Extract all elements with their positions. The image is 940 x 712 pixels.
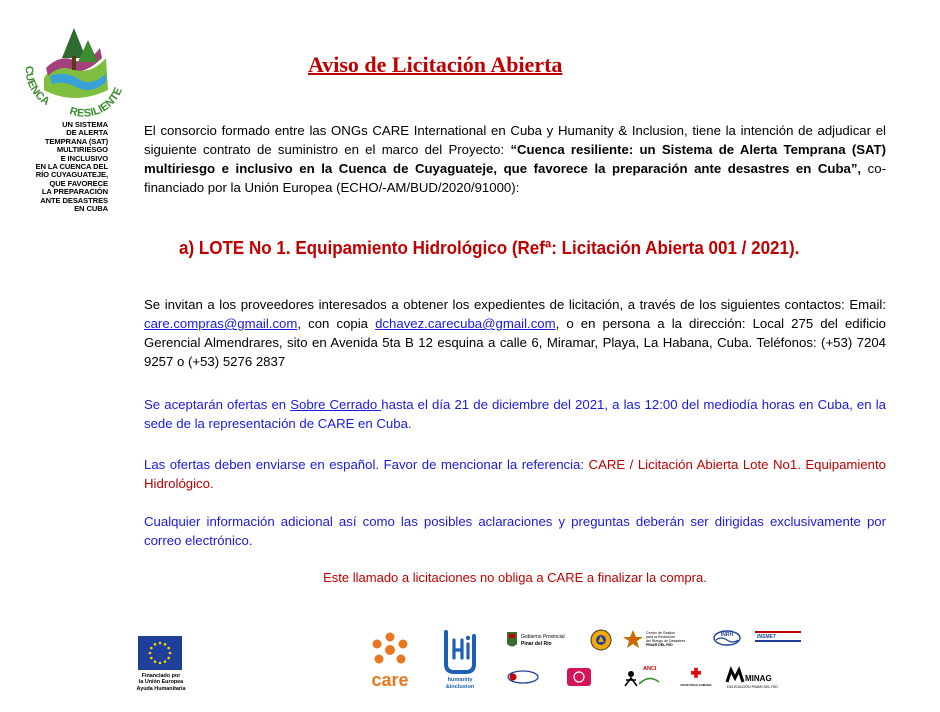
intro-text-1: El consorcio formado entre las ONGs CARE International en Cuba y Humanity & Inclusion, tiene la intención de adjudicar el siguiente contrato de suministro en el marco del Proyecto:	[144, 123, 886, 157]
logo-caption-line: UN SISTEMA	[62, 120, 108, 129]
minag-logo	[727, 670, 778, 689]
gob-text-2: Pinar del Río	[521, 641, 552, 647]
cgr-text-3: del Riesgo de Desastres	[646, 639, 686, 643]
partner-logos	[505, 626, 805, 692]
hi-text-1: humanity	[447, 677, 473, 683]
eu-star	[164, 660, 167, 663]
logo-caption-line: EN LA CUENCA DEL	[35, 162, 108, 172]
eu-star	[149, 652, 152, 655]
eu-star	[167, 657, 170, 660]
email-link-compras[interactable]: care.compras@gmail.com	[144, 316, 298, 331]
inrh-text: INRH	[720, 632, 734, 638]
invite-text-1: Se invitan a los proveedores interesados a obtener los expedientes de licitación, a través de los siguientes contactos: Email:	[144, 297, 886, 312]
gob-text-1: Gobierno Provincial	[521, 634, 565, 640]
intro-text-2: co-financiado por la Unión Europea (ECHO/-AM/BUD/2020/91000):	[144, 161, 886, 195]
insmet-logo	[755, 631, 801, 642]
offers-text-2: hasta el día 21 de diciembre del 2021, a las 12:00 del mediodía horas en Cuba, en la sede de la representación de CARE en Cuba.	[144, 397, 886, 431]
logo-word-cuenca: CUENCA	[22, 65, 52, 109]
lot-heading: a) LOTE No 1. Equipamiento Hidrológico (Refª: Licitación Abierta 001 / 2021).	[179, 237, 800, 258]
info-paragraph: Cualquier información adicional así como las posibles aclaraciones y preguntas deberán ser dirigidas exclusivamente por correo electrónico.	[144, 514, 886, 548]
logo-caption-line: DE ALERTA	[66, 128, 108, 138]
eu-star	[154, 643, 157, 646]
humanity-inclusion-logo	[440, 626, 480, 690]
cgr-text-4: PINAR DEL RÍO	[646, 643, 673, 647]
aclifim-logo	[508, 671, 538, 683]
project-name: “Cuenca resiliente: un Sistema de Alerta Temprana (SAT) multiriesgo e inclusivo en la Cuenca de Cuyaguateje, que favorece la preparación ante desastres en Cuba”,	[144, 142, 886, 176]
disclaimer: Este llamado a licitaciones no obliga a CARE a finalizar la compra.	[323, 570, 707, 585]
minag-text: MINAG	[745, 674, 772, 683]
language-paragraph	[144, 455, 886, 493]
eu-caption-line: Ayuda Humanitaria	[136, 685, 186, 692]
logo-caption-line: LA PREPARACIÓN	[41, 187, 108, 197]
email-link-dchavez[interactable]: dchavez.carecuba@gmail.com	[375, 316, 556, 331]
logo-word-resiliente: RESILIENTE	[68, 85, 125, 118]
logo-caption-line: RÍO CUYAGUATEJE,	[35, 170, 108, 180]
cruz-roja-logo	[680, 668, 712, 687]
sobre-cerrado-link[interactable]: Sobre Cerrado	[290, 397, 382, 412]
hi-text-2: &inclusion	[445, 684, 475, 690]
centro-gestion-logo	[623, 630, 685, 648]
logo-caption-line: QUE FAVORECE	[49, 178, 108, 188]
eu-star	[159, 642, 162, 645]
offers-paragraph	[144, 395, 886, 433]
logo-caption-line: MULTIRIESGO	[56, 145, 108, 155]
cgr-text-2: para la Reducción	[646, 635, 675, 639]
care-wordmark: care	[371, 670, 409, 690]
logo-caption-line: TEMPRANA (SAT)	[44, 136, 108, 146]
cruz-roja-text: CRUZ ROJA CUBANA	[680, 683, 712, 687]
language-text: Las ofertas deben enviarse en español. Favor de mencionar la referencia:	[144, 457, 589, 472]
eu-caption-line: Financiado por	[141, 673, 181, 679]
logo-caption-line: ANTE DESASTRES	[40, 195, 108, 205]
logo-caption-line: E INCLUSIVO	[60, 153, 108, 163]
invite-text-3: , o en persona a la dirección: Local 275 del edificio Gerencial Almendrares, sito en Avenida 5ta B 12 esquina a calle 6, Miramar, Playa, La Habana, Cuba. Teléfonos: (+53) 7204 9257 o (+53) 5276 2837	[144, 316, 886, 369]
anci-text: ANCI	[643, 666, 657, 672]
care-logo	[362, 628, 418, 690]
eu-star	[169, 652, 172, 655]
eu-star	[167, 647, 170, 650]
invite-text-2: , con copia	[297, 316, 376, 331]
eu-star	[150, 647, 153, 650]
cgr-text-1: Centro de Gestión	[646, 631, 676, 635]
logo-caption-line: EN CUBA	[74, 204, 108, 214]
invite-paragraph	[144, 295, 886, 371]
eu-caption	[120, 673, 202, 692]
eu-star	[164, 643, 167, 646]
anci-logo	[625, 666, 659, 686]
insmet-text: INSMET	[757, 634, 776, 640]
eu-star	[150, 657, 153, 660]
intro-paragraph	[144, 121, 886, 197]
eu-star	[159, 662, 162, 665]
cuenca-resiliente-logo	[16, 18, 134, 118]
logo-caption	[12, 121, 108, 213]
reference-text: CARE / Licitación Abierta Lote No1. Equipamiento Hidrológico.	[144, 457, 886, 491]
eu-caption-line: la Unión Europea	[138, 679, 184, 686]
inrh-logo	[714, 631, 740, 645]
eu-star	[154, 660, 157, 663]
page-title: Aviso de Licitación Abierta	[308, 52, 563, 77]
defensa-civil-logo	[591, 630, 611, 650]
gobierno-provincial-logo	[507, 632, 565, 647]
minag-subtext: DELEGACIÓN PINAR DEL RÍO	[727, 685, 778, 689]
eu-flag-icon	[138, 636, 182, 670]
offers-text-1: Se aceptarán ofertas en	[144, 397, 291, 412]
ensmc-logo	[567, 668, 591, 686]
